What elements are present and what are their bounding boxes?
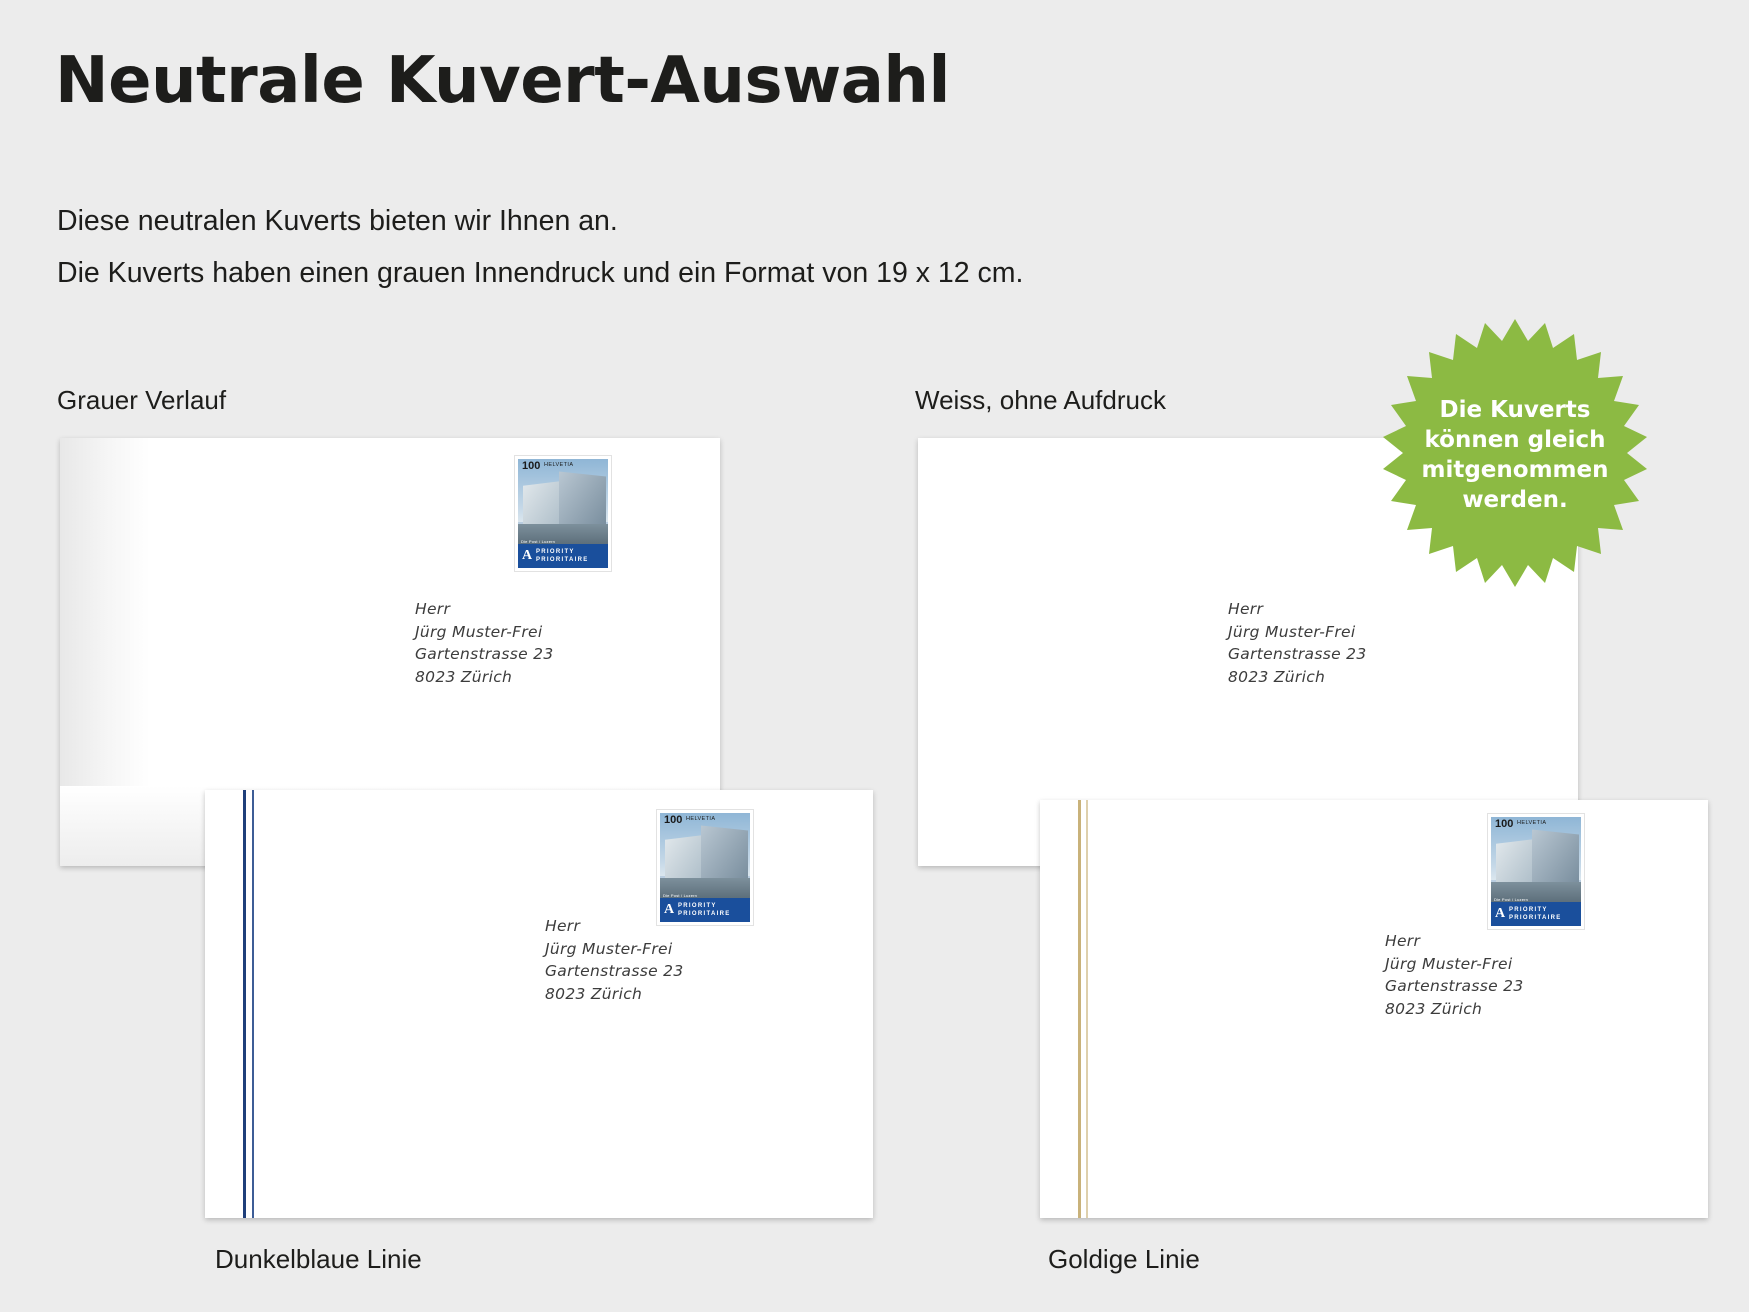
stamp-priority-letter: A	[521, 548, 533, 563]
intro-line-1: Diese neutralen Kuverts bieten wir Ihnen an.	[57, 205, 618, 237]
envelope-blue-line-secondary	[252, 790, 254, 1218]
page-title: Neutrale Kuvert-Auswahl	[55, 44, 950, 118]
stamp-priority-letter: A	[663, 902, 675, 917]
envelope-gold-line	[1040, 800, 1708, 1218]
address-salutation: Herr	[1385, 932, 1421, 950]
address-city: 8023 Zürich	[1228, 667, 1326, 686]
stamp-imprint: Die Post / Luzern	[1494, 897, 1529, 902]
badge-line-2: können gleich	[1424, 427, 1606, 453]
stamp-priority-line-1: PRIORITY	[536, 549, 575, 555]
address-salutation: Herr	[415, 600, 451, 618]
stamp-artwork	[1491, 817, 1581, 926]
address-name: Jürg Muster-Frei	[545, 939, 673, 958]
address-street: Gartenstrasse 23	[1385, 977, 1524, 995]
address-city: 8023 Zürich	[1385, 999, 1483, 1018]
badge-text	[1375, 395, 1655, 515]
badge-line-4: werden.	[1462, 487, 1568, 513]
caption-dunkelblaue-linie: Dunkelblaue Linie	[215, 1244, 422, 1274]
address-name: Jürg Muster-Frei	[1228, 622, 1356, 641]
postage-stamp	[1488, 814, 1584, 929]
address-street: Gartenstrasse 23	[1228, 645, 1367, 663]
stamp-imprint: Die Post / Luzern	[663, 893, 698, 898]
stamp-value: 100	[664, 814, 683, 826]
address-street: Gartenstrasse 23	[545, 962, 684, 980]
stamp-priority-line-2: PRIORITAIRE	[1509, 915, 1562, 921]
stamp-priority-band	[518, 544, 608, 568]
postage-stamp	[515, 456, 611, 571]
stamp-priority-line-1: PRIORITY	[678, 903, 717, 909]
stamp-priority-band	[1491, 902, 1581, 926]
stamp-country: HELVETIA	[686, 816, 716, 822]
envelope-gold-line-secondary	[1086, 800, 1088, 1218]
stamp-priority-line-2: PRIORITAIRE	[536, 557, 589, 563]
stamp-artwork	[518, 459, 608, 568]
badge-line-1: Die Kuverts	[1439, 397, 1591, 423]
envelope-blue-line-primary	[243, 790, 246, 1218]
address-block	[545, 915, 683, 1005]
address-city: 8023 Zürich	[415, 667, 513, 686]
address-salutation: Herr	[1228, 600, 1264, 618]
address-block	[415, 598, 553, 688]
stamp-imprint: Die Post / Luzern	[521, 539, 556, 544]
address-salutation: Herr	[545, 917, 581, 935]
intro-text	[57, 195, 1023, 299]
stamp-priority-letter: A	[1494, 906, 1506, 921]
address-block	[1385, 930, 1523, 1020]
promo-starburst-badge	[1375, 315, 1655, 595]
stamp-priority-text	[1509, 906, 1562, 922]
address-street: Gartenstrasse 23	[415, 645, 554, 663]
badge-line-3: mitgenommen	[1421, 457, 1609, 483]
address-block	[1228, 598, 1366, 688]
caption-weiss-ohne-aufdruck: Weiss, ohne Aufdruck	[915, 385, 1166, 415]
intro-line-2: Die Kuverts haben einen grauen Innendruck und ein Format von 19 x 12 cm.	[57, 257, 1024, 289]
postage-stamp	[657, 810, 753, 925]
caption-goldige-linie: Goldige Linie	[1048, 1244, 1200, 1274]
envelope-gold-line-primary	[1078, 800, 1081, 1218]
address-city: 8023 Zürich	[545, 984, 643, 1003]
envelope-dark-blue-line	[205, 790, 873, 1218]
stamp-priority-line-1: PRIORITY	[1509, 907, 1548, 913]
stamp-country: HELVETIA	[544, 462, 574, 468]
stamp-priority-line-2: PRIORITAIRE	[678, 911, 731, 917]
address-name: Jürg Muster-Frei	[1385, 954, 1513, 973]
stamp-value: 100	[1495, 818, 1514, 830]
address-name: Jürg Muster-Frei	[415, 622, 543, 641]
stamp-artwork	[660, 813, 750, 922]
stamp-priority-text	[536, 548, 589, 564]
caption-grauer-verlauf: Grauer Verlauf	[57, 385, 227, 415]
stamp-value: 100	[522, 460, 541, 472]
stamp-priority-text	[678, 902, 731, 918]
stamp-country: HELVETIA	[1517, 820, 1547, 826]
